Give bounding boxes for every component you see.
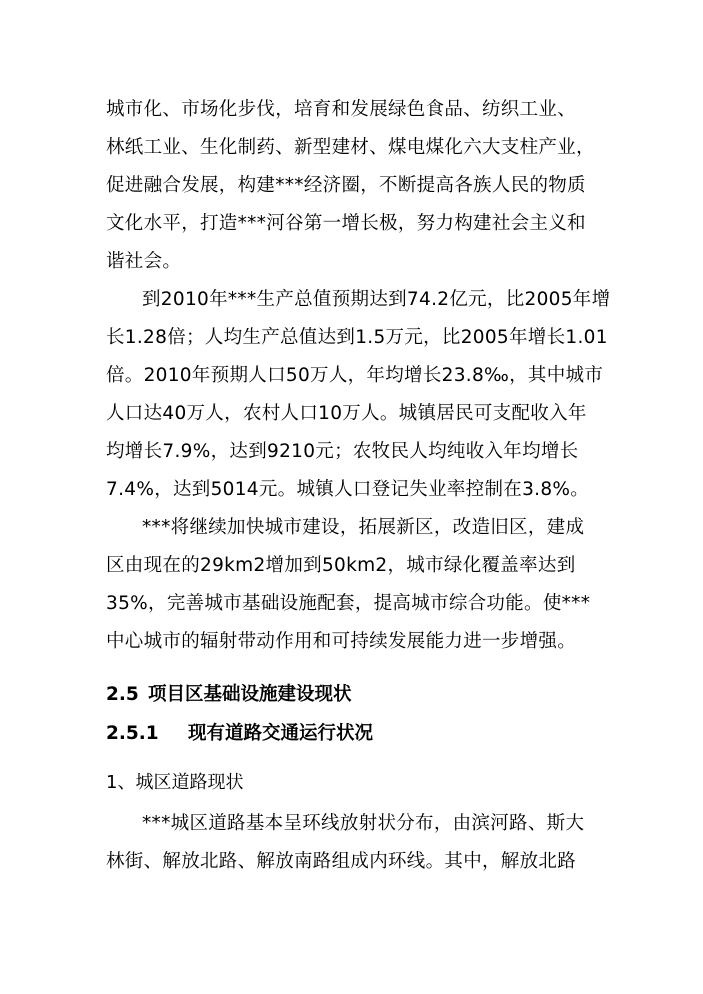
paragraph-3-line-1: ***将继续加快城市建设，拓展新区，改造旧区，建成 [142, 517, 585, 538]
section-number: 2.5 [106, 684, 139, 705]
paragraph-1-line-5: 谐社会。 [106, 251, 182, 272]
section-title: 项目区基础设施建设现状 [148, 684, 352, 705]
paragraph-1-line-3: 促进融合发展，构建***经济圈，不断提高各族人民的物质 [106, 175, 586, 196]
paragraph-3-line-2: 区由现在的29km2增加到50km2，城市绿化覆盖率达到 [106, 555, 576, 576]
paragraph-1-line-4: 文化水平，打造***河谷第一增长极，努力构建社会主义和 [106, 213, 586, 234]
paragraph-1-line-1: 城市化、市场化步伐，培育和发展绿色食品、纺织工业、 [106, 99, 577, 120]
paragraph-2-line-3: 倍。2010年预期人口50万人，年均增长23.8‰，其中城市 [106, 365, 604, 386]
section-title: 现有道路交通运行状况 [188, 723, 374, 744]
section-heading-2-5-1 [106, 722, 373, 746]
paragraph-2-line-2: 长1.28倍；人均生产总值达到1.5万元，比2005年增长1.01 [106, 327, 608, 348]
paragraph-2-line-6: 7.4%，达到5014元。城镇人口登记失业率控制在3.8%。 [106, 479, 590, 500]
paragraph-4-line-1: ***城区道路基本呈环线放射状分布，由滨河路、斯大 [142, 813, 585, 834]
section-heading-2-5 [106, 683, 352, 707]
paragraph-4-line-2: 林街、解放北路、解放南路组成内环线。其中，解放北路 [106, 851, 577, 872]
subheading-city-roads: 1、城区道路现状 [106, 772, 244, 793]
paragraph-2-line-1: 到2010年***生产总值预期达到74.2亿元，比2005年增 [142, 289, 611, 310]
paragraph-1-line-2: 林纸工业、生化制药、新型建材、煤电煤化六大支柱产业， [106, 137, 595, 158]
paragraph-2-line-5: 均增长7.9%，达到9210元；农牧民人均纯收入年均增长 [106, 441, 579, 462]
paragraph-3-line-3: 35%，完善城市基础设施配套，提高城市综合功能。使*** [106, 593, 591, 614]
section-number: 2.5.1 [106, 723, 159, 744]
paragraph-3-line-4: 中心城市的辐射带动作用和可持续发展能力进一步增强。 [106, 631, 577, 652]
paragraph-2-line-4: 人口达40万人，农村人口10万人。城镇居民可支配收入年 [106, 403, 587, 424]
